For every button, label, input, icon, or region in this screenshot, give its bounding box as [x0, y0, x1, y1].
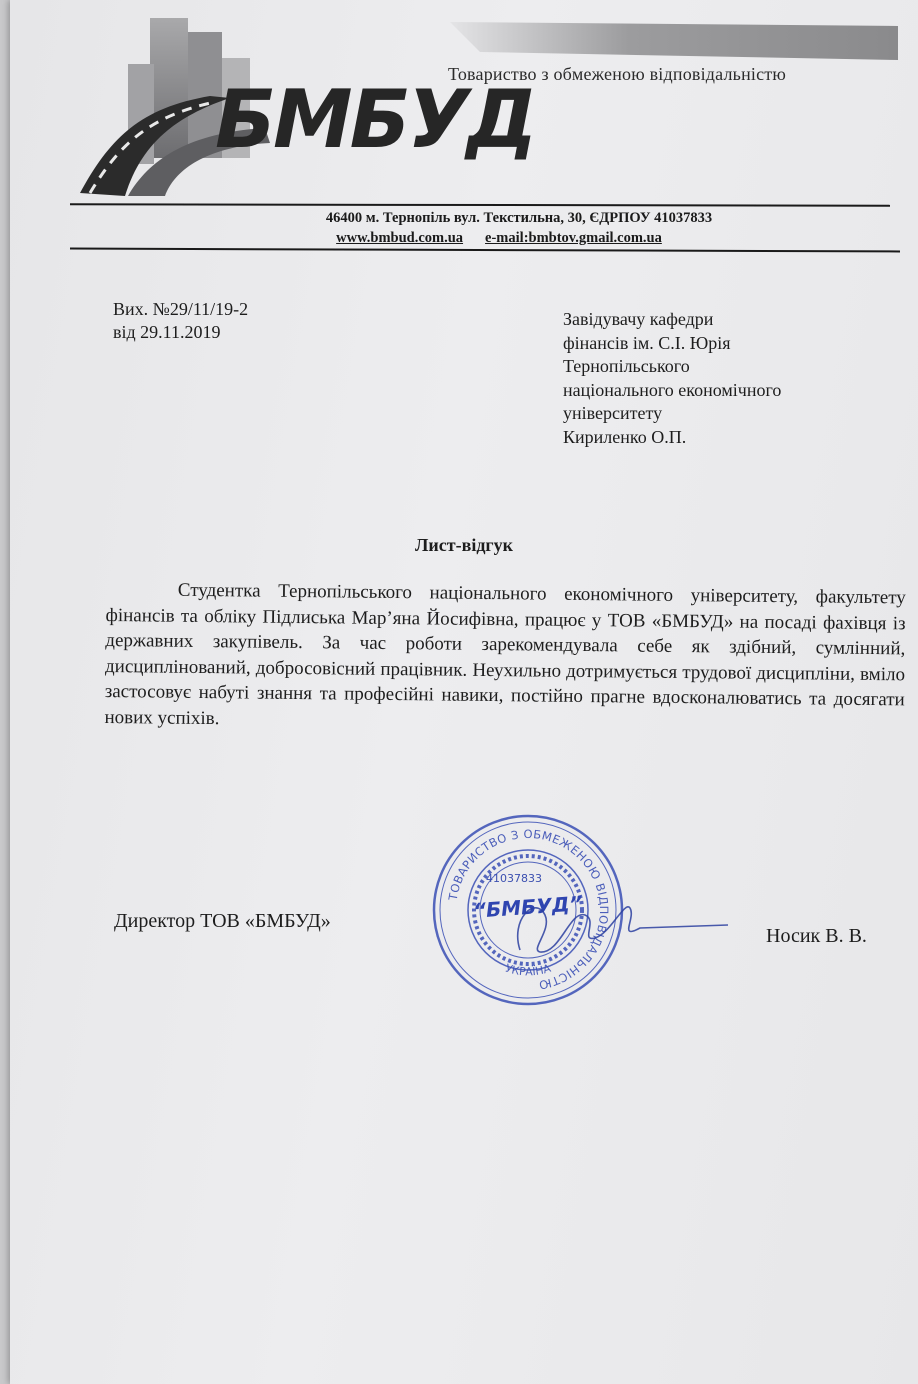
- document-body: Студентка Тернопільського національного економічного університету, факультету фінансів та обліку Підлиська Мар’яна Йосифівна, працює у ТОВ «БМБУД» на посаді фахівця із державних закупівель. За час роботи зарекомендувала себе як здібний, сумлінний, дисциплінований, добросовісний працівник. Неухильно дотримується трудової дисципліни, вміло застосовує набуті знання та професійні навики, постійно прагне вдосконалюватись та досягати нових успіхів.: [104, 579, 906, 729]
- letterhead-band: [450, 22, 898, 60]
- document-title: Лист-відгук: [415, 535, 513, 555]
- recipient-line: Завідувачу кафедри: [563, 309, 714, 329]
- recipient-line: національного економічного: [563, 379, 782, 400]
- header-rule-top: [70, 203, 890, 206]
- stamp-country: УКРАЇНА: [503, 961, 553, 979]
- recipient-line: фінансів ім. С.І. Юрія: [563, 332, 731, 353]
- company-website[interactable]: www.bmbud.com.ua: [336, 230, 464, 246]
- outgoing-reference: [113, 298, 248, 344]
- stamp-code: 41037833: [486, 872, 542, 885]
- signer-name: Носик В. В.: [766, 925, 867, 947]
- header-rule-bottom: [70, 248, 900, 253]
- reference-date: від 29.11.2019: [113, 322, 221, 342]
- company-contacts: [10, 230, 918, 247]
- stamp-name: “БМБУД”: [472, 891, 584, 923]
- company-brand: БМБУД: [215, 73, 535, 166]
- stamp-ring-text: ТОВАРИСТВО З ОБМЕЖЕНОЮ ВІДПОВІДАЛЬНІСТЮ: [445, 826, 612, 993]
- recipient-line: Тернопільського: [563, 356, 690, 376]
- recipient-line: університету: [563, 403, 663, 423]
- recipient-block: [563, 308, 781, 449]
- recipient-line: Кириленко О.П.: [563, 426, 687, 447]
- signature-mark: [490, 880, 750, 970]
- reference-number: Вих. №29/11/19-2: [113, 299, 249, 319]
- director-title: Директор ТОВ «БМБУД»: [114, 910, 331, 932]
- company-address: 46400 м. Тернопіль вул. Текстильна, 30, ЄДРПОУ 41037833: [325, 210, 713, 226]
- letter-page: [10, 0, 918, 1384]
- company-subtitle: Товариство з обмеженою відповідальністю: [448, 64, 787, 84]
- company-email[interactable]: e-mail:bmbtov.gmail.com.ua: [485, 230, 662, 246]
